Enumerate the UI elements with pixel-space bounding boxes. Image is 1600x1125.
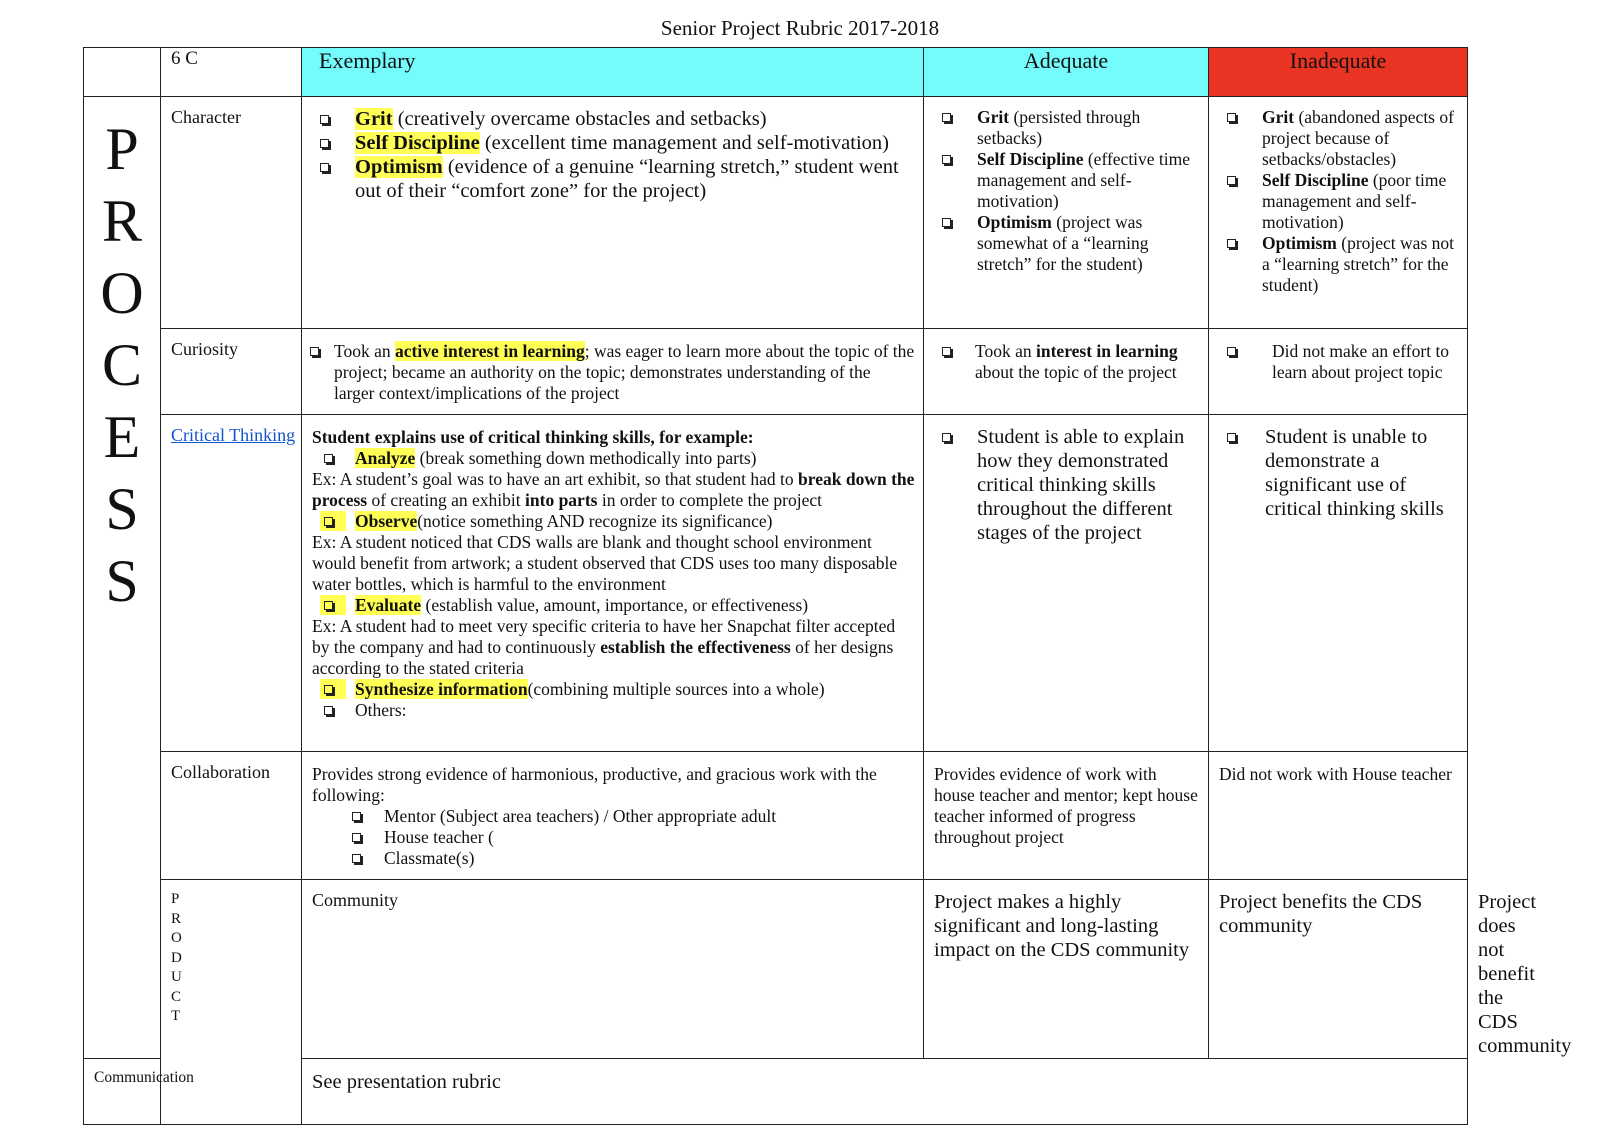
- product-letter: C: [171, 988, 182, 1005]
- term: active interest in learning: [395, 341, 585, 361]
- category-collaboration: Collaboration: [161, 752, 302, 880]
- text: Did not make an effort to learn about project topic: [1272, 341, 1450, 382]
- checkbox-icon: [942, 433, 951, 442]
- example-text: Ex: A student had to meet very specific criteria to have her Snapchat filter accepted by the company and had to continuously establish the effectiveness of her designs according to the stated criteria: [312, 616, 896, 678]
- text: Mentor (Subject area teachers) / Other appropriate adult: [384, 806, 777, 826]
- list-item: [318, 131, 913, 155]
- text: Took an: [334, 341, 395, 361]
- desc: (project was somewhat of a “learning stretch” for the student): [977, 212, 1149, 274]
- header-row: [84, 48, 1468, 97]
- curiosity-row: [84, 329, 1468, 415]
- text: Others:: [355, 700, 407, 720]
- category-character: Character: [161, 97, 302, 329]
- term: interest in learning: [1036, 341, 1178, 361]
- text: Classmate(s): [384, 848, 475, 868]
- character-row: [84, 97, 1468, 329]
- checkbox-icon: [324, 706, 333, 715]
- list-item: [312, 806, 915, 827]
- list-item: [312, 848, 915, 869]
- category-communication: Communication: [84, 1059, 161, 1125]
- character-exemplary: [302, 97, 924, 329]
- list-item: [312, 511, 915, 532]
- critical-thinking-inadequate: [1209, 415, 1468, 752]
- list-item: [312, 679, 915, 700]
- checkbox-icon: [320, 139, 329, 148]
- checkbox-icon: [320, 163, 329, 172]
- category-community: Community: [302, 880, 924, 1059]
- checkbox-icon: [1227, 176, 1236, 185]
- text: Took an: [975, 341, 1036, 361]
- example-text: Ex: A student noticed that CDS walls are blank and thought school environment would benefit from artwork; a student observed that CDS uses too many disposable water bottles, which is harmful to the environment: [312, 532, 898, 594]
- checkbox-icon: [942, 155, 951, 164]
- list-item: [1225, 341, 1459, 383]
- community-exemplary: Project makes a highly significant and long-lasting impact on the CDS community: [924, 880, 1209, 1059]
- checkbox-icon: [1227, 113, 1236, 122]
- curiosity-exemplary: [302, 329, 924, 415]
- communication-all-levels: See presentation rubric: [302, 1059, 1468, 1125]
- product-letter: R: [171, 910, 182, 927]
- process-section-label: [84, 97, 161, 1059]
- term: Observe: [355, 511, 418, 531]
- desc: (persisted through setbacks): [977, 107, 1141, 148]
- checkbox-icon: [324, 685, 333, 694]
- list-item: [312, 700, 915, 721]
- term: Optimism: [355, 156, 443, 178]
- desc: (establish value, amount, importance, or effectiveness): [421, 595, 809, 615]
- six-c-header: 6 C: [161, 48, 302, 97]
- example-text: Ex: A student’s goal was to have an art exhibit, so that student had to break down the process of creating an exhibit into parts in order to complete the project: [312, 469, 915, 510]
- character-adequate: [924, 97, 1209, 329]
- checkbox-icon: [942, 113, 951, 122]
- process-letter: S: [105, 548, 139, 614]
- desc: (evidence of a genuine “learning stretch,” student went out of their “comfort zone” for the project): [355, 156, 899, 202]
- term: Analyze: [355, 448, 416, 468]
- list-item: [312, 595, 915, 616]
- text: House teacher (: [384, 827, 494, 847]
- critical-thinking-adequate: [924, 415, 1209, 752]
- collaboration-inadequate: Did not work with House teacher: [1209, 752, 1468, 880]
- rubric-table: [83, 47, 1572, 1125]
- checkbox-icon: [1227, 347, 1236, 356]
- desc: (abandoned aspects of project because of setbacks/obstacles): [1262, 107, 1454, 169]
- list-item: [940, 107, 1200, 149]
- list-item: [1225, 425, 1459, 521]
- product-letter: P: [171, 891, 180, 907]
- corner-cell: [84, 48, 161, 97]
- list-item: [940, 212, 1200, 275]
- term: Self Discipline: [977, 149, 1084, 169]
- desc: (creatively overcame obstacles and setbacks): [392, 108, 767, 130]
- term: Grit: [977, 107, 1010, 127]
- list-item: [312, 827, 915, 848]
- term: Grit: [355, 108, 393, 130]
- list-item: [1225, 170, 1459, 233]
- list-item: [1225, 233, 1459, 296]
- desc: (excellent time management and self-motivation): [479, 132, 889, 154]
- category-critical-thinking: [161, 415, 302, 752]
- checkbox-icon: [352, 833, 361, 842]
- product-letter: T: [171, 1008, 181, 1024]
- process-letter: R: [101, 188, 143, 254]
- community-adequate: Project benefits the CDS community: [1209, 880, 1468, 1059]
- desc: (poor time management and self-motivation): [1262, 170, 1447, 232]
- list-item: [318, 155, 913, 203]
- term: Evaluate: [355, 595, 422, 615]
- text: about the topic of the project: [975, 362, 1177, 382]
- term: Grit: [1262, 107, 1295, 127]
- list-item: [940, 341, 1200, 383]
- checkbox-icon: [352, 854, 361, 863]
- list-item: [940, 149, 1200, 212]
- list-item: [312, 448, 915, 469]
- checkbox-icon: [1227, 433, 1236, 442]
- product-letter: U: [171, 969, 182, 985]
- checkbox-icon: [310, 347, 319, 356]
- text: Student is unable to demonstrate a significant use of critical thinking skills: [1265, 426, 1444, 520]
- checkbox-icon: [352, 812, 361, 821]
- text: ; was eager to learn more about the topic of the project; became an authority on the topic; demonstrates understanding of the larger context/implications of the project: [334, 341, 915, 403]
- adequate-header: Adequate: [924, 48, 1209, 97]
- curiosity-inadequate: [1209, 329, 1468, 415]
- checkbox-icon: [324, 601, 333, 610]
- community-row: P R O D U C T Community Project makes a highly significant and long-lasting impact on the CDS community Project benefits the CDS community Project does not benefit the CDS community: [84, 880, 1468, 1059]
- collaboration-adequate: Provides evidence of work with house teacher and mentor; kept house teacher informed of progress throughout project: [924, 752, 1209, 880]
- term: Synthesize information: [355, 679, 528, 699]
- category-curiosity: Curiosity: [161, 329, 302, 415]
- desc: (combining multiple sources into a whole): [527, 679, 825, 699]
- character-inadequate: [1209, 97, 1468, 329]
- checkbox-icon: [1227, 239, 1236, 248]
- collaboration-exemplary: [302, 752, 924, 880]
- critical-thinking-link[interactable]: Critical Thinking: [171, 425, 296, 445]
- term: Self Discipline: [355, 132, 480, 154]
- list-item: [318, 107, 913, 131]
- term: Optimism: [977, 212, 1052, 232]
- document-title: Senior Project Rubric 2017-2018: [660, 16, 940, 40]
- checkbox-icon: [942, 218, 951, 227]
- collaboration-row: [84, 752, 1468, 880]
- checkbox-icon: [324, 517, 333, 526]
- list-item: [310, 341, 915, 404]
- desc: (notice something AND recognize its significance): [417, 511, 773, 531]
- product-letter: D: [171, 949, 182, 966]
- process-letter: E: [103, 404, 141, 470]
- process-letter: S: [105, 476, 139, 542]
- product-section-label: [161, 880, 302, 1125]
- critical-thinking-row: [84, 415, 1468, 752]
- process-letter: O: [100, 260, 144, 326]
- text: Student is able to explain how they demonstrated critical thinking skills throughout the different stages of the project: [977, 426, 1185, 544]
- list-item: [1225, 107, 1459, 170]
- curiosity-adequate: [924, 329, 1209, 415]
- term: Optimism: [1262, 233, 1337, 253]
- checkbox-icon: [324, 454, 333, 463]
- desc: (project was not a “learning stretch” for the student): [1262, 233, 1454, 295]
- critical-thinking-exemplary: [302, 415, 924, 752]
- checkbox-icon: [320, 115, 329, 124]
- desc: (break something down methodically into parts): [415, 448, 757, 468]
- list-item: [940, 425, 1200, 545]
- desc: (effective time management and self-motivation): [977, 149, 1191, 211]
- lead-text: Provides strong evidence of harmonious, productive, and gracious work with the following:: [312, 764, 877, 805]
- inadequate-header: Inadequate: [1209, 48, 1468, 97]
- exemplary-header: Exemplary: [302, 48, 924, 97]
- process-letter: C: [101, 332, 143, 398]
- term: Self Discipline: [1262, 170, 1369, 190]
- process-letter: P: [105, 116, 139, 182]
- checkbox-icon: [942, 347, 951, 356]
- lead-text: Student explains use of critical thinking skills, for example:: [312, 427, 754, 447]
- product-letter: O: [171, 930, 182, 946]
